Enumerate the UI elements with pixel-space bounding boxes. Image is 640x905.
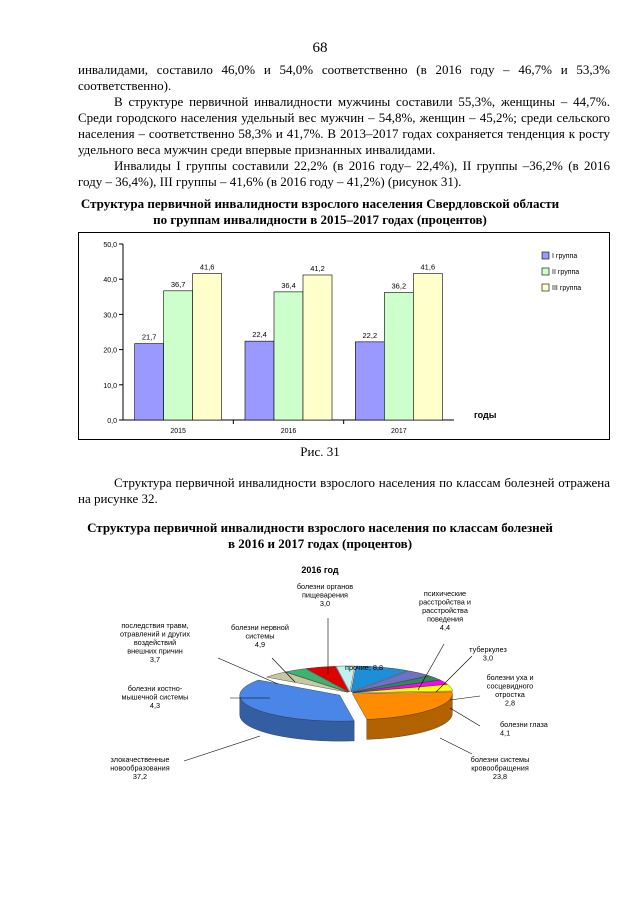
pie-title: 2016 год — [301, 565, 339, 575]
figure32-title-line2: в 2016 и 2017 годах (процентов) — [227, 536, 413, 551]
pie-leader-line — [436, 656, 472, 692]
bar-data-label: 41,6 — [199, 262, 215, 272]
y-tick-label: 20,0 — [103, 347, 117, 355]
bar — [135, 344, 164, 420]
figure31-title-line2: по группам инвалидности в 2015–2017 годах (процентов) — [153, 212, 487, 227]
x-axis-label: годы — [474, 410, 497, 420]
pie-label: злокачественные новообразования 37,2 — [110, 755, 170, 781]
figure31-caption: Рис. 31 — [300, 444, 340, 459]
body-text — [78, 62, 610, 190]
bar-data-label: 21,7 — [141, 332, 157, 342]
pie-leader-line — [184, 736, 260, 761]
body-text-2 — [78, 475, 610, 507]
bar-data-label: 41,2 — [310, 263, 325, 273]
bar-data-label: 36,4 — [281, 280, 296, 290]
bar-data-label: 36,2 — [391, 281, 407, 291]
bar — [193, 274, 222, 420]
pie-label: болезни костно-мышечной системы 4,3 — [121, 684, 189, 710]
pie-label: болезни нервной системы 4,9 — [231, 623, 289, 649]
pie-label: прочие; 8,8 — [345, 663, 384, 672]
legend-swatch — [542, 252, 549, 259]
bar-data-label: 22,2 — [362, 330, 378, 340]
bar — [164, 291, 193, 420]
bar — [303, 275, 332, 420]
pie-label: последствия травм, отравлений и других воздействий внешних причин 3,7 — [120, 621, 190, 664]
bar-data-label: 36,7 — [170, 279, 186, 289]
pie-leader-line — [440, 738, 472, 754]
x-tick-label: 2017 — [391, 428, 407, 435]
pie-leader-line — [218, 658, 278, 684]
pie-chart — [100, 558, 620, 803]
y-tick-label: 50,0 — [103, 242, 117, 249]
bar — [245, 341, 274, 420]
paragraph-3: Инвалиды I группы составили 22,2% (в 2016 году– 22,4%), II группы –36,2% (в 2016 году – 36,4%), III группы – 41,6% (в 2016 году – 41,2%) (рисунок 31). — [78, 158, 610, 189]
legend-label: I группа — [552, 253, 578, 260]
figure31-title — [60, 196, 580, 228]
paragraph-1: инвалидами, составило 46,0% и 54,0% соответственно (в 2016 году – 46,7% и 53,3% соответственно). — [78, 62, 610, 93]
y-tick-label: 30,0 — [103, 312, 117, 320]
x-tick-label: 2016 — [280, 428, 297, 435]
bar — [384, 293, 413, 420]
figure32-title-line1: Структура первичной инвалидности взрослого населения по классам болезней — [87, 520, 553, 535]
pie-label: болезни глаза 4,1 — [500, 720, 548, 738]
bar — [274, 292, 303, 420]
pie-label: болезни органов пищеварения 3,0 — [296, 582, 354, 608]
y-tick-label: 10,0 — [103, 382, 117, 390]
y-tick-label: 40,0 — [103, 277, 117, 285]
x-tick-label: 2015 — [170, 428, 186, 435]
pie-leader-line — [450, 708, 480, 726]
bar-data-label: 22,4 — [252, 330, 267, 340]
paragraph-2: В структуре первичной инвалидности мужчины составили 55,3%, женщины – 44,7%. Среди городского населения удельный вес мужчин – 54,8%, женщин – 45,2%; среди сельского населения – соответственно 58,3% и 41,7%. В 2013–2017 годах сохраняется тенденция к росту удельного веса мужчин среди впервые признанных инвалидами. — [78, 94, 610, 157]
pie-leader-line — [450, 696, 480, 700]
page-number: 68 — [312, 40, 328, 56]
bar-data-label: 41,6 — [420, 262, 436, 272]
legend-swatch — [542, 284, 549, 291]
figure32-title — [60, 520, 580, 552]
bar — [413, 274, 442, 420]
legend-label: III группа — [552, 285, 582, 292]
pie-label: болезни уха и сосцевидного отростка 2,8 — [486, 673, 534, 708]
pie-label: болезни системы кровообращения 23,8 — [470, 755, 530, 781]
legend-label: II группа — [552, 269, 580, 276]
bar — [355, 342, 384, 420]
paragraph-4: Структура первичной инвалидности взрослого населения по классам болезней отражена на рисунке 32. — [78, 475, 610, 506]
pie-label: туберкулез 3,0 — [469, 645, 507, 663]
figure31-title-line1: Структура первичной инвалидности взрослого населения Свердловской области — [80, 196, 560, 211]
pie-label: психические расстройства и расстройства поведения 4,4 — [419, 589, 471, 632]
bar-chart — [78, 232, 610, 440]
legend-swatch — [542, 268, 549, 275]
y-tick-label: 0,0 — [107, 418, 117, 425]
